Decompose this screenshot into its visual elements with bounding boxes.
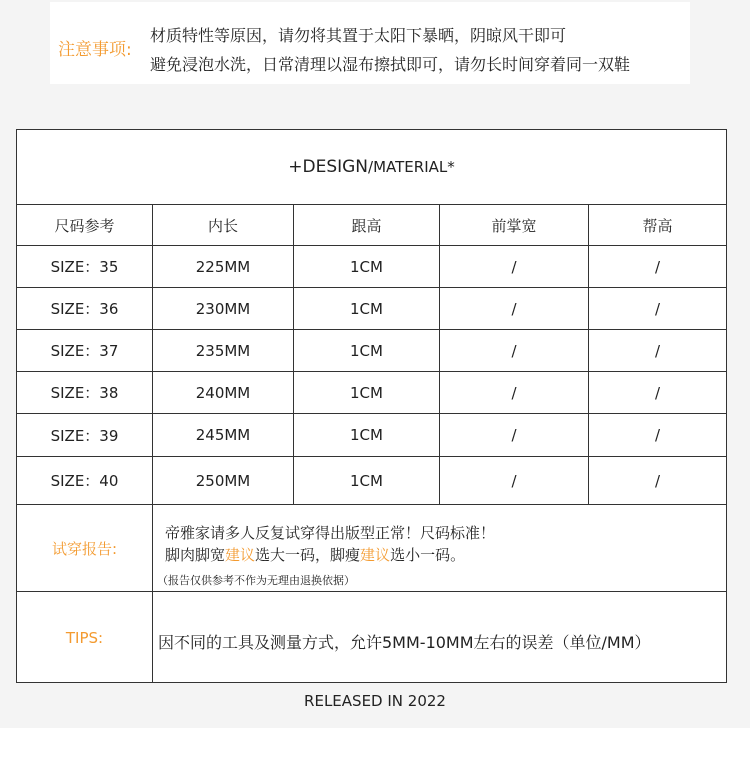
table-cell-forefoot: /: [511, 257, 517, 276]
design-material-title: [17, 130, 726, 204]
title-slash: /: [368, 158, 374, 176]
released-footer: RELEASED IN 2022: [304, 692, 446, 710]
table-cell-upper: /: [654, 299, 661, 318]
table-cell-length: 240MM: [195, 383, 251, 402]
notice-box: [50, 2, 690, 84]
table-cell-forefoot: /: [511, 299, 517, 318]
report-label: 试穿报告:: [51, 539, 118, 558]
report-line-1: 帝雅家请多人反复试穿得出版型正常！尺码标准！: [165, 524, 496, 542]
notice-label: 注意事项:: [58, 40, 132, 60]
table-cell-size: SIZE：38: [50, 384, 119, 402]
title-star: *: [447, 158, 455, 176]
report-note: （报告仅供参考不作为无理由退换依据）: [157, 574, 355, 587]
table-cell-forefoot: /: [511, 383, 517, 402]
header-heel-height: 跟高: [351, 216, 382, 235]
report-line-2: 脚肉脚宽建议选大一码，脚瘦建议选小一码。: [165, 546, 466, 564]
tips-text: 因不同的工具及测量方式，允许5MM-10MM左右的误差（单位/MM）: [158, 633, 651, 652]
table-cell-heel: 1CM: [350, 299, 383, 318]
table-cell-forefoot: /: [511, 471, 517, 490]
table-cell-size: SIZE：40: [50, 472, 119, 490]
notice-line-2: 避免浸泡水洗，日常清理以湿布擦拭即可，请勿长时间穿着同一双鞋: [150, 55, 631, 74]
table-cell-heel: 1CM: [350, 383, 383, 402]
header-forefoot-width: 前掌宽: [491, 216, 537, 235]
tips-label: TIPS:: [65, 628, 104, 647]
title-plus: +: [288, 157, 303, 177]
table-cell-size: SIZE：37: [50, 342, 119, 360]
table-cell-forefoot: /: [511, 426, 517, 444]
table-cell-length: 230MM: [195, 299, 251, 318]
table-cell-upper: /: [654, 257, 661, 276]
notice-line-1: 材质特性等原因，请勿将其置于太阳下暴晒，阴晾风干即可: [150, 26, 567, 45]
title-material: MATERIAL: [373, 158, 448, 176]
header-size: 尺码参考: [54, 216, 115, 235]
table-cell-length: 250MM: [195, 471, 251, 490]
table-cell-length: 225MM: [195, 257, 251, 276]
table-cell-upper: /: [654, 383, 661, 402]
table-cell-heel: 1CM: [350, 471, 383, 490]
table-cell-upper: /: [654, 341, 661, 360]
table-cell-length: 245MM: [195, 426, 251, 444]
table-cell-size: SIZE：35: [50, 258, 119, 276]
bottom-band: [0, 728, 750, 765]
table-cell-size: SIZE：36: [50, 300, 119, 318]
size-chart-sheet: [16, 129, 727, 683]
table-cell-length: 235MM: [195, 341, 251, 360]
header-upper-height: 帮高: [642, 216, 673, 235]
title-design: DESIGN: [302, 157, 369, 177]
table-cell-heel: 1CM: [350, 257, 383, 276]
table-cell-heel: 1CM: [350, 426, 383, 444]
table-cell-upper: /: [654, 471, 661, 490]
table-cell-size: SIZE：39: [50, 426, 119, 445]
table-cell-forefoot: /: [511, 341, 517, 360]
table-cell-upper: /: [654, 426, 661, 444]
header-inner-length: 内长: [207, 216, 238, 235]
table-cell-heel: 1CM: [350, 341, 383, 360]
